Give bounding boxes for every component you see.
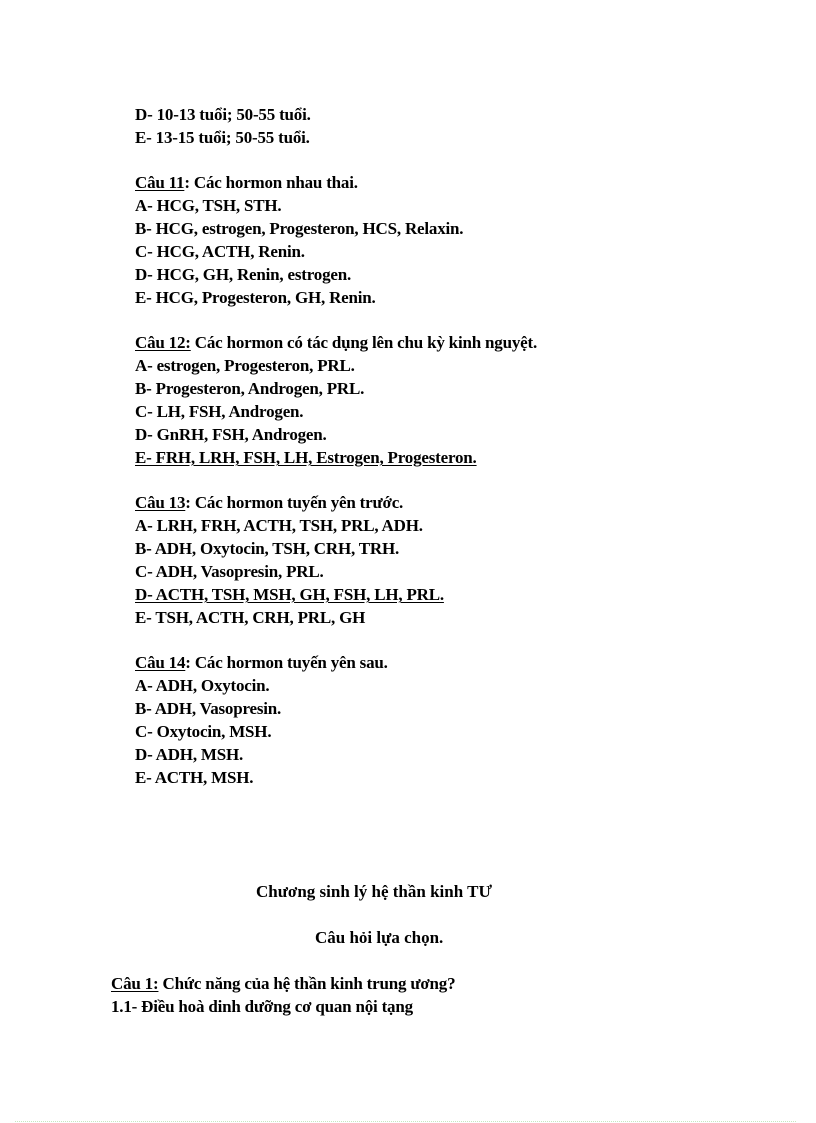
question-14-option-c: C- Oxytocin, MSH. — [135, 722, 272, 741]
question-12-option-e-correct: E- FRH, LRH, FSH, LH, Estrogen, Progesteron. — [135, 448, 477, 467]
question-colon: : — [185, 493, 191, 512]
chapter-question-1-heading — [111, 974, 455, 994]
question-label: Câu 13 — [135, 493, 186, 512]
question-label: Câu 11 — [135, 173, 185, 192]
question-11-option-a: A- HCG, TSH, STH. — [135, 196, 282, 215]
question-11-option-b: B- HCG, estrogen, Progesteron, HCS, Relaxin. — [135, 219, 464, 238]
question-11-option-c: C- HCG, ACTH, Renin. — [135, 242, 305, 261]
chapter-title: Chương sinh lý hệ thần kinh TƯ — [256, 882, 492, 901]
question-14-heading — [135, 653, 388, 673]
question-13-option-b: B- ADH, Oxytocin, TSH, CRH, TRH. — [135, 539, 400, 558]
question-label: Câu 1: — [111, 974, 159, 993]
question-13-option-c: C- ADH, Vasopresin, PRL. — [135, 562, 324, 581]
question-colon: : — [185, 653, 191, 672]
question-prompt: Chức năng của hệ thần kinh trung ương? — [158, 974, 456, 993]
option-letter: E- — [135, 128, 152, 147]
question-12-option-a: A- estrogen, Progesteron, PRL. — [135, 356, 355, 375]
option-d-prev — [135, 105, 311, 125]
question-colon: : — [184, 173, 190, 192]
question-prompt: Các hormon tuyến yên trước. — [190, 493, 404, 512]
question-12-heading — [135, 333, 537, 353]
question-11-option-e: E- HCG, Progesteron, GH, Renin. — [135, 288, 376, 307]
question-13-option-e: E- TSH, ACTH, CRH, PRL, GH — [135, 608, 366, 627]
question-14-option-d: D- ADH, MSH. — [135, 745, 244, 764]
question-prompt: Các hormon có tác dụng lên chu kỳ kinh nguyệt. — [190, 333, 537, 352]
question-13-option-a: A- LRH, FRH, ACTH, TSH, PRL, ADH. — [135, 516, 423, 535]
question-label: Câu 14 — [135, 653, 186, 672]
question-11-heading — [135, 173, 358, 193]
option-text: 13-15 tuổi; 50-55 tuổi. — [151, 128, 310, 147]
question-12-option-c: C- LH, FSH, Androgen. — [135, 402, 304, 421]
question-14-option-b: B- ADH, Vasopresin. — [135, 699, 282, 718]
question-label: Câu 12: — [135, 333, 191, 352]
option-e-prev — [135, 128, 310, 148]
question-14-option-e: E- ACTH, MSH. — [135, 768, 254, 787]
chapter-subtitle: Câu hỏi lựa chọn. — [315, 928, 444, 947]
option-letter: D- — [135, 105, 153, 124]
question-14-option-a: A- ADH, Oxytocin. — [135, 676, 270, 695]
question-prompt: Các hormon tuyến yên sau. — [190, 653, 388, 672]
question-11-option-d: D- HCG, GH, Renin, estrogen. — [135, 265, 352, 284]
question-prompt: Các hormon nhau thai. — [189, 173, 358, 192]
chapter-item-1-1: 1.1- Điều hoà dinh dưỡng cơ quan nội tạng — [111, 997, 413, 1016]
question-13-option-d-correct: D- ACTH, TSH, MSH, GH, FSH, LH, PRL. — [135, 585, 444, 604]
question-12-option-b: B- Progesteron, Androgen, PRL. — [135, 379, 365, 398]
page-bottom-border — [15, 1121, 796, 1122]
question-13-heading — [135, 493, 403, 513]
question-12-option-d: D- GnRH, FSH, Androgen. — [135, 425, 327, 444]
option-text: 10-13 tuổi; 50-55 tuổi. — [152, 105, 311, 124]
